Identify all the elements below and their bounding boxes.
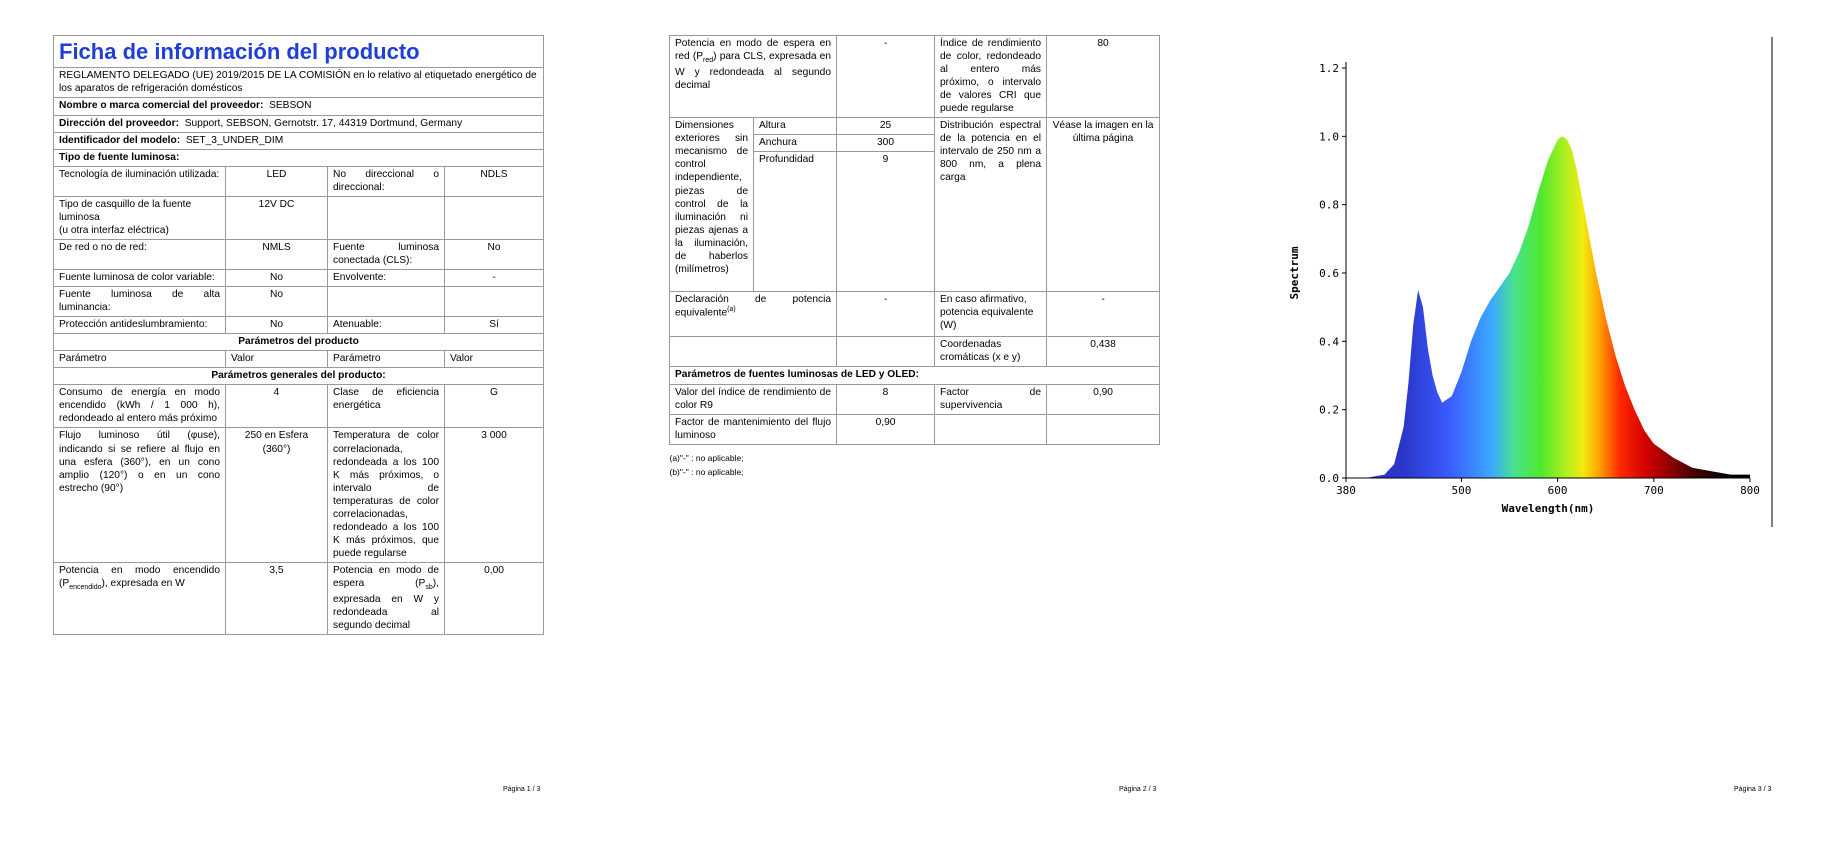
on-power-label-text: Potencia en modo encendido (P xyxy=(59,564,220,589)
empty-cell xyxy=(328,287,445,317)
color-tunable-value: No xyxy=(226,270,328,287)
equiv-superscript: (a) xyxy=(727,306,736,314)
y-tick-label: 0.6 xyxy=(1319,267,1339,280)
high-luminance-value: No xyxy=(226,287,328,317)
model-label: Identificador del modelo: xyxy=(59,134,181,146)
antiglare-value: No xyxy=(226,317,328,334)
equiv-label-text: Declaración de potencia equivalente xyxy=(675,294,832,319)
spectrum-chart xyxy=(1218,0,1827,560)
standby-label xyxy=(328,562,445,634)
x-tick-label: 500 xyxy=(1451,484,1472,497)
net-standby-label xyxy=(670,36,837,118)
survival-value: 0,90 xyxy=(1047,384,1160,414)
cap-label-line-2: (u otra interfaz eléctrica) xyxy=(59,224,169,236)
dimmable-value: Sí xyxy=(445,317,544,334)
width-label: Anchura xyxy=(754,135,837,152)
product-info-table-page-2 xyxy=(669,35,1160,480)
col-header-param: Parámetro xyxy=(54,351,226,368)
equiv-yes-value: - xyxy=(1047,292,1160,337)
net-standby-label-text: ) para CLS, expresada en W y redondeada al segundo decimal xyxy=(675,51,832,92)
r9-value: 8 xyxy=(837,384,935,414)
spd-label: Distribución espectral de la potencia en el intervalo de 250 nm a 800 nm, a plena carga xyxy=(935,118,1047,292)
supplier-label: Nombre o marca comercial del proveedor: xyxy=(59,100,264,112)
standby-label-text: ), expresada en W y redondeada al segundo decimal xyxy=(333,577,439,632)
maintenance-label: Factor de mantenimiento del flujo luminoso xyxy=(670,414,837,444)
notes-cell xyxy=(670,444,1160,479)
address-label: Dirección del proveedor: xyxy=(59,117,180,129)
cct-value: 3 000 xyxy=(445,428,544,562)
empty-cell xyxy=(1047,414,1160,444)
cls-value: No xyxy=(445,239,544,269)
page-number: Página 2 / 3 xyxy=(1119,786,1157,793)
page-3 xyxy=(1218,0,1827,842)
mains-value: NMLS xyxy=(226,239,328,269)
tech-label: Tecnología de iluminación utilizada: xyxy=(54,166,226,196)
cap-label-line-1: Tipo de casquillo de la fuente luminosa xyxy=(59,198,192,223)
net-standby-subscript: red xyxy=(703,57,714,65)
dimensions-label: Dimensiones exteriores sin mecanismo de control independiente, piezas de control de la iluminación ni piezas ajenas a la iluminación, de haberlos (milímetros) xyxy=(670,118,754,292)
supplier-value: SEBSON xyxy=(269,100,312,112)
y-tick-label: 0.4 xyxy=(1319,335,1339,349)
supplier-row xyxy=(54,98,544,115)
y-tick-label: 0.0 xyxy=(1319,472,1339,485)
model-value: SET_3_UNDER_DIM xyxy=(185,134,284,146)
spd-value: Véase la imagen en la última página xyxy=(1047,118,1160,292)
x-tick-label: 700 xyxy=(1643,484,1664,497)
energy-value: 4 xyxy=(226,385,328,428)
mains-label: De red o no de red: xyxy=(54,239,226,269)
empty-cell xyxy=(328,196,445,239)
on-power-value: 3,5 xyxy=(226,562,328,634)
maintenance-value: 0,90 xyxy=(837,414,935,444)
standby-subscript: sb xyxy=(425,584,433,592)
product-params-heading: Parámetros del producto xyxy=(54,334,544,351)
light-source-type-heading: Tipo de fuente luminosa: xyxy=(54,149,544,166)
cri-value: 80 xyxy=(1047,36,1160,118)
x-tick-label: 800 xyxy=(1740,484,1760,497)
height-value: 25 xyxy=(837,118,935,135)
regulation-text: REGLAMENTO DELEGADO (UE) 2019/2015 DE LA COMISIÓN en lo relativo al etiquetado energético de los aparatos de refrigeración domésticos xyxy=(54,68,544,98)
col-header-param: Parámetro xyxy=(328,351,445,368)
flux-value: 250 en Esfera (360°) xyxy=(226,428,328,562)
footnote-a: (a)"-" : no aplicable; xyxy=(669,452,744,463)
page-number: Página 3 / 3 xyxy=(1734,786,1772,793)
page-1 xyxy=(0,0,609,842)
dimmable-label: Atenuable: xyxy=(328,317,445,334)
page-title: Ficha de información del producto xyxy=(54,36,544,68)
depth-label: Profundidad xyxy=(754,152,837,292)
on-power-label xyxy=(54,562,226,634)
y-tick-label: 0.8 xyxy=(1319,198,1339,212)
col-header-value: Valor xyxy=(445,351,544,368)
survival-label: Factor de supervivencia xyxy=(935,384,1047,414)
envelope-value: - xyxy=(445,270,544,287)
y-tick-label: 1.2 xyxy=(1319,62,1339,75)
cct-label: Temperatura de color correlacionada, redondeada a los 100 K más próximos, o intervalo de temperaturas de color correlacionadas, redondeado a los 100 K más próximos, que puede regularse xyxy=(328,428,445,562)
led-params-heading: Parámetros de fuentes luminosas de LED y OLED: xyxy=(670,367,1160,384)
energy-label: Consumo de energía en modo encendido (kWh / 1 000 h), redondeado al entero más próximo xyxy=(54,385,226,428)
r9-label: Valor del índice de rendimiento de color R9 xyxy=(670,384,837,414)
net-standby-label-text: Potencia en modo de espera en red (P xyxy=(675,38,832,63)
product-info-table-page-1 xyxy=(53,35,544,635)
envelope-label: Envolvente: xyxy=(328,270,445,287)
x-axis-label: Wavelength(nm) xyxy=(1501,502,1595,515)
color-tunable-label: Fuente luminosa de color variable: xyxy=(54,270,226,287)
y-tick-label: 0.2 xyxy=(1319,403,1339,417)
antiglare-label: Protección antideslumbramiento: xyxy=(54,317,226,334)
width-value: 300 xyxy=(837,135,935,152)
footnotes xyxy=(670,451,1160,480)
net-standby-value: - xyxy=(837,36,935,118)
page-2 xyxy=(609,0,1218,842)
page-number: Página 1 / 3 xyxy=(503,786,541,793)
standby-value: 0,00 xyxy=(445,562,544,634)
efficiency-class-value: G xyxy=(445,385,544,428)
y-axis-label: Spectrum xyxy=(1288,246,1301,300)
empty-cell xyxy=(935,414,1047,444)
depth-value: 9 xyxy=(837,152,935,292)
cri-label: Índice de rendimiento de color, redondeado al entero más próximo, o intervalo de valores CRI que puede regularse xyxy=(935,36,1047,118)
equiv-value: - xyxy=(837,292,935,337)
cls-label: Fuente luminosa conectada (CLS): xyxy=(328,239,445,269)
directional-value: NDLS xyxy=(445,166,544,196)
cap-value: 12V DC xyxy=(226,196,328,239)
empty-cell xyxy=(445,287,544,317)
flux-label: Flujo luminoso útil (φuse), indicando si se refiere al flujo en una esfera (360°), en un cono amplio (120°) o en un cono estrecho (90°) xyxy=(54,428,226,562)
col-header-value: Valor xyxy=(226,351,328,368)
chroma-label: Coordenadas cromáticas (x e y) xyxy=(935,337,1047,367)
standby-label-text: Potencia en modo de espera (P xyxy=(333,564,439,589)
on-power-subscript: encendido xyxy=(69,584,102,592)
efficiency-class-label: Clase de eficiencia energética xyxy=(328,385,445,428)
cap-label xyxy=(54,196,226,239)
high-luminance-label: Fuente luminosa de alta luminancia: xyxy=(54,287,226,317)
empty-cell xyxy=(445,196,544,239)
y-tick-label: 1.0 xyxy=(1319,130,1339,144)
chroma-value: 0,438 xyxy=(1047,337,1160,367)
empty-cell xyxy=(670,337,837,367)
equiv-label xyxy=(670,292,837,337)
model-row xyxy=(54,132,544,149)
directional-label: No direccional o direccional: xyxy=(328,166,445,196)
x-tick-label: 600 xyxy=(1547,484,1568,497)
spectrum-area xyxy=(1346,136,1750,478)
equiv-yes-label: En caso afirmativo, potencia equivalente (W) xyxy=(935,292,1047,337)
empty-cell xyxy=(837,337,935,367)
address-value: Support, SEBSON, Gernotstr. 17, 44319 Dortmund, Germany xyxy=(184,117,463,129)
x-tick-label: 380 xyxy=(1336,484,1356,497)
footnote-b: (b)"-" : no aplicable; xyxy=(669,467,744,478)
height-label: Altura xyxy=(754,118,837,135)
on-power-label-text: ), expresada en W xyxy=(101,577,185,589)
address-row xyxy=(54,115,544,132)
plot-area xyxy=(1288,62,1760,515)
tech-value: LED xyxy=(226,166,328,196)
general-params-heading: Parámetros generales del producto: xyxy=(54,368,544,385)
